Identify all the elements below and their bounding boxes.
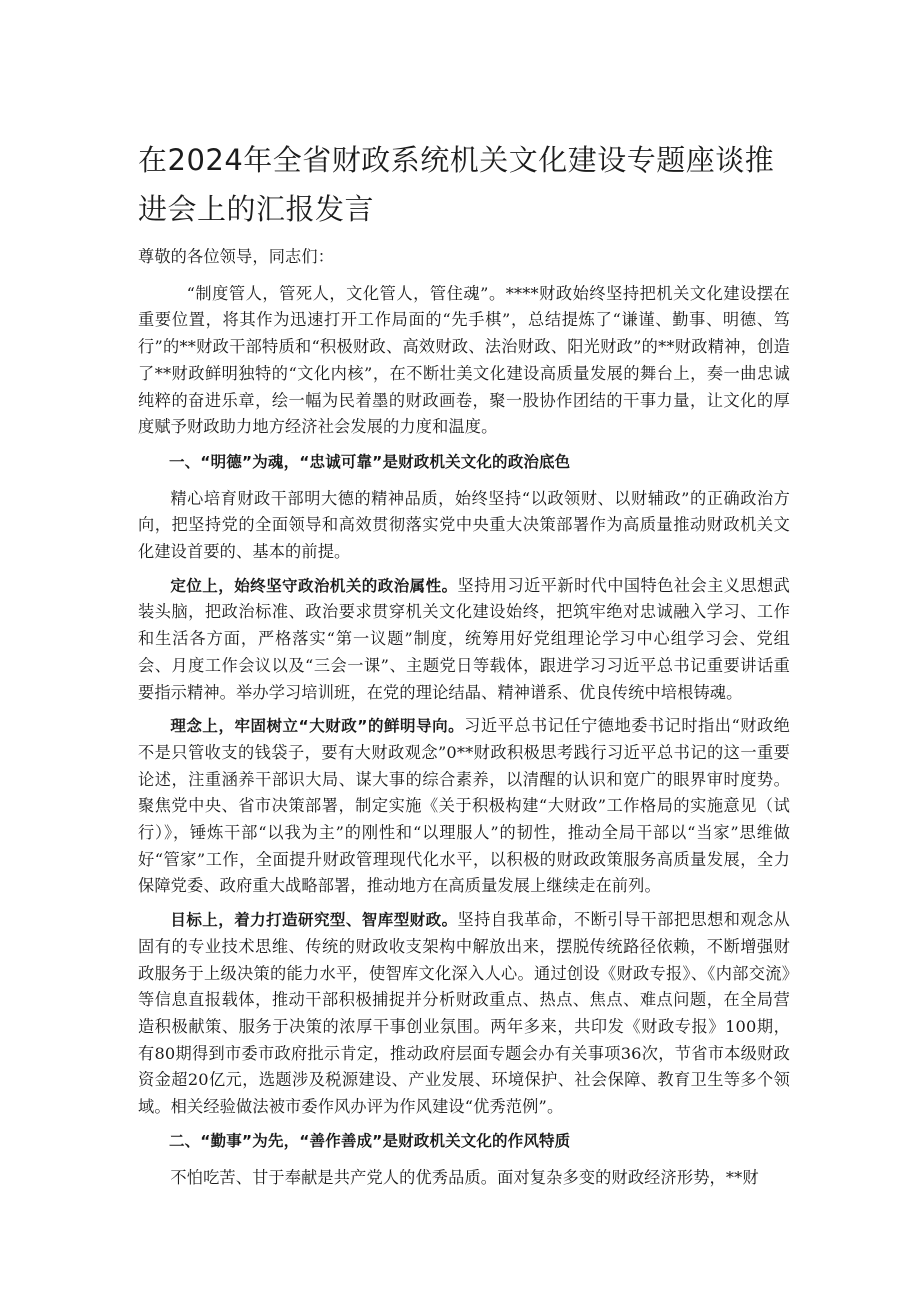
paragraph-lead: 目标上，着力打造研究型、智库型财政。 xyxy=(170,911,458,930)
section-1-paragraph-goal xyxy=(138,907,790,1121)
paragraph-text: 坚持用习近平新时代中国特色社会主义思想武装头脑，把政治标准、政治要求贯穿机关文化建设始终，把筑牢绝对忠诚融入学习、工作和生活各方面，严格落实“第一议题”制度，统筹用好党组理论学习中心组学习会、党组会、月度工作会议以及“三会一课”、主题党日等载体，跟进学习习近平总书记重要讲话重要指示精神。举办学习培训班，在党的理论结晶、精神谱系、优良传统中培根铸魂。 xyxy=(138,575,791,702)
paragraph-text: 习近平总书记任宁德地委书记时指出“财政绝不是只管收支的钱袋子，要有大财政观念”0**财政积极思考践行习近平总书记的这一重要论述，注重涵养干部识大局、谋大事的综合素养，以清醒的认识和宽广的眼界审时度势。聚焦党中央、省市决策部署，制定实施《关于积极构建“大财政”工作格局的实施意见（试行）》，锤炼干部“以我为主”的刚性和“以理服人”的韧性，推动全局干部以“当家”思维做好“管家”工作，全面提升财政管理现代化水平，以积极的财政政策服务高质量发展，全力保障党委、政府重大战略部署，推动地方在高质量发展上继续走在前列。 xyxy=(138,716,790,896)
intro-paragraph: “制度管人，管死人，文化管人，管住魂”。****财政始终坚持把机关文化建设摆在重要位置，将其作为迅速打开工作局面的“先手棋”，总结提炼了“谦谨、勤事、明德、笃行”的**财政干部特质和“积极财政、高效财政、法治财政、阳光财政”的**财政精神，创造了**财政鲜明独特的“文化内核”，在不断壮美文化建设高质量发展的舞台上，奏一曲忠诚纯粹的奋进乐章，绘一幅为民着墨的财政画卷，聚一股协作团结的干事力量，让文化的厚度赋予财政助力地方经济社会发展的力度和温度。 xyxy=(138,283,790,437)
paragraph-text: 坚持自我革命，不断引导干部把思想和观念从固有的专业技术思维、传统的财政收支架构中解放出来，摆脱传统路径依赖，不断增强财政服务于上级决策的能力水平，使智库文化深入人心。通过创设《财政专报》、《内部交流》等信息直报载体，推动干部积极捕捉并分析财政重点、热点、焦点、难点问题，在全局营造积极献策、服务于决策的浓厚干事创业氛围。两年多来，共印发《财政专报》100期，有80期得到市委市政府批示肯定，推动政府层面专题会办有关事项36次，节省市本级财政资金超20亿元，选题涉及税源建设、产业发展、环境保护、社会保障、教育卫生等多个领域。相关经验做法被市委作风办评为作风建设“优秀范例”。 xyxy=(138,910,791,1117)
document-body xyxy=(138,244,790,1198)
section-2-heading: 二、“勤事”为先，“善作善成”是财政机关文化的作风特质 xyxy=(169,1131,571,1150)
section-1-heading: 一、“明德”为魂，“忠诚可靠”是财政机关文化的政治底色 xyxy=(169,452,571,471)
paragraph-lead: 理念上，牢固树立“大财政”的鲜明导向。 xyxy=(170,717,465,736)
section-1-paragraph-positioning xyxy=(138,573,790,707)
greeting: 尊敬的各位领导，同志们： xyxy=(138,247,335,266)
section-1-intro: 精心培育财政干部明大德的精神品质，始终坚持“以政领财、以财辅政”的正确政治方向，把坚持党的全面领导和高效贯彻落实党中央重大决策部署作为高质量推动财政机关文化建设首要的、基本的前提。 xyxy=(138,488,790,562)
document-title: 在2024年全省财政系统机关文化建设专题座谈推进会上的汇报发言 xyxy=(138,143,775,226)
section-2-intro: 不怕吃苦、甘于奉献是共产党人的优秀品质。面对复杂多变的财政经济形势，**财 xyxy=(170,1167,759,1187)
section-1-paragraph-concept xyxy=(138,713,790,900)
paragraph-lead: 定位上，始终坚守政治机关的政治属性。 xyxy=(170,576,458,595)
